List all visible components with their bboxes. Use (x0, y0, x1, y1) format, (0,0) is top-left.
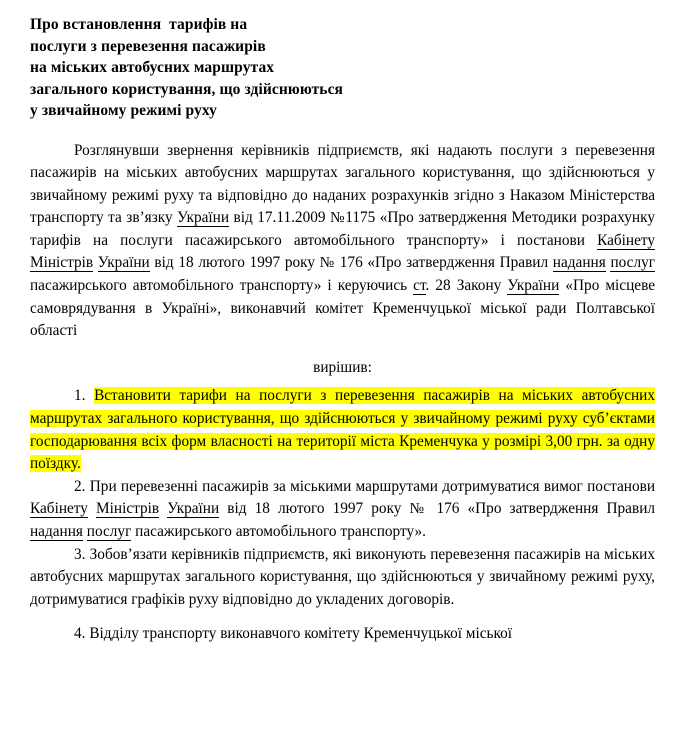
decision-colon: : (367, 358, 372, 376)
clause-4 (30, 623, 655, 646)
clause-4-number: 4. (74, 625, 86, 643)
preamble-text: Розглянувши звернення керівників підприємств, які надають послуги з перевезення пасажирів на міських автобусних маршрутах загального користування, що здійснюються у звичайному режимі руху та відповідно до наданих розрахунків згідно з Наказом Міністерства транспорту та зв’язку України від 17.11.2009 №1175 «Про затвердження Методики розрахунку тарифів на послуги пасажирського автомобільного транспорту» і постанови Кабінету Міністрів України від 18 лютого 1997 року № 176 «Про затвердження Правил надання послуг пасажирського автомобільного транспорту» і керуючись ст. 28 Закону України «Про місцеве самоврядування в Україні», виконавчий комітет Кременчуцької міської ради Полтавської області (30, 141, 656, 340)
underlined-fragment: Міністрів (30, 254, 94, 272)
underlined-fragment: ст (413, 277, 426, 295)
clause-2-text: При перевезенні пасажирів за міськими маршрутами дотримуватися вимог постанови Кабінету Міністрів України від 18 лютого 1997 року № 176 «Про затвердження Правил надання послуг пасажирського автомобільного транспорту». (30, 477, 656, 540)
document-body (0, 140, 677, 646)
underlined-fragment: послуг (610, 254, 656, 272)
underlined-fragment: України (97, 254, 150, 272)
underlined-fragment: Кабінету (30, 500, 88, 518)
underlined-fragment: надання (30, 523, 83, 540)
decision-heading (30, 357, 655, 380)
clause-1-text: Встановити тарифи на послуги з перевезення пасажирів на міських автобусних маршрутах загального користування, що здійснюються у звичайному режимі руху суб’єктами господарювання всіх форм власності на території міста Кременчука у розмірі 3,00 грн. за одну поїздку. (30, 387, 656, 473)
clause-3-number: 3. (74, 545, 86, 563)
clause-2-number: 2. (74, 477, 86, 495)
underlined-fragment: послуг (86, 523, 132, 540)
underlined-fragment: Кабінету (597, 231, 655, 249)
underlined-fragment: України (167, 500, 220, 518)
clause-3 (30, 544, 655, 612)
clause-spacer (30, 611, 655, 623)
title-line-4: загального користування, що здійснюються (30, 80, 344, 98)
title-line-1: Про встановлення тарифів на (30, 16, 248, 33)
title-line-5: у звичайному режимі руху (30, 102, 218, 119)
clause-1-number: 1. (74, 387, 86, 405)
preamble-paragraph (30, 140, 655, 343)
clause-3-text: Зобов’язати керівників підприємств, які виконують перевезення пасажирів на міських автобусних маршрутах загального користування, що здійснюються у звичайному режимі руху, дотримуватися графіків руху відповідно до укладених договорів. (30, 545, 655, 608)
title-line-3: на міських автобусних маршрутах (30, 59, 275, 76)
clause-2 (30, 476, 655, 544)
underlined-fragment: Міністрів (96, 500, 160, 518)
document-title (0, 14, 677, 122)
underlined-fragment: України (177, 209, 230, 227)
document-page (0, 14, 677, 733)
clause-4-text: Відділу транспорту виконавчого комітету Кременчуцької міської (89, 625, 513, 643)
underlined-fragment: України (507, 277, 560, 295)
underlined-fragment: надання (552, 254, 606, 272)
title-line-2: послуги з перевезення пасажирів (30, 37, 266, 55)
clause-1 (30, 385, 655, 475)
decision-word: вирішив (313, 358, 368, 376)
